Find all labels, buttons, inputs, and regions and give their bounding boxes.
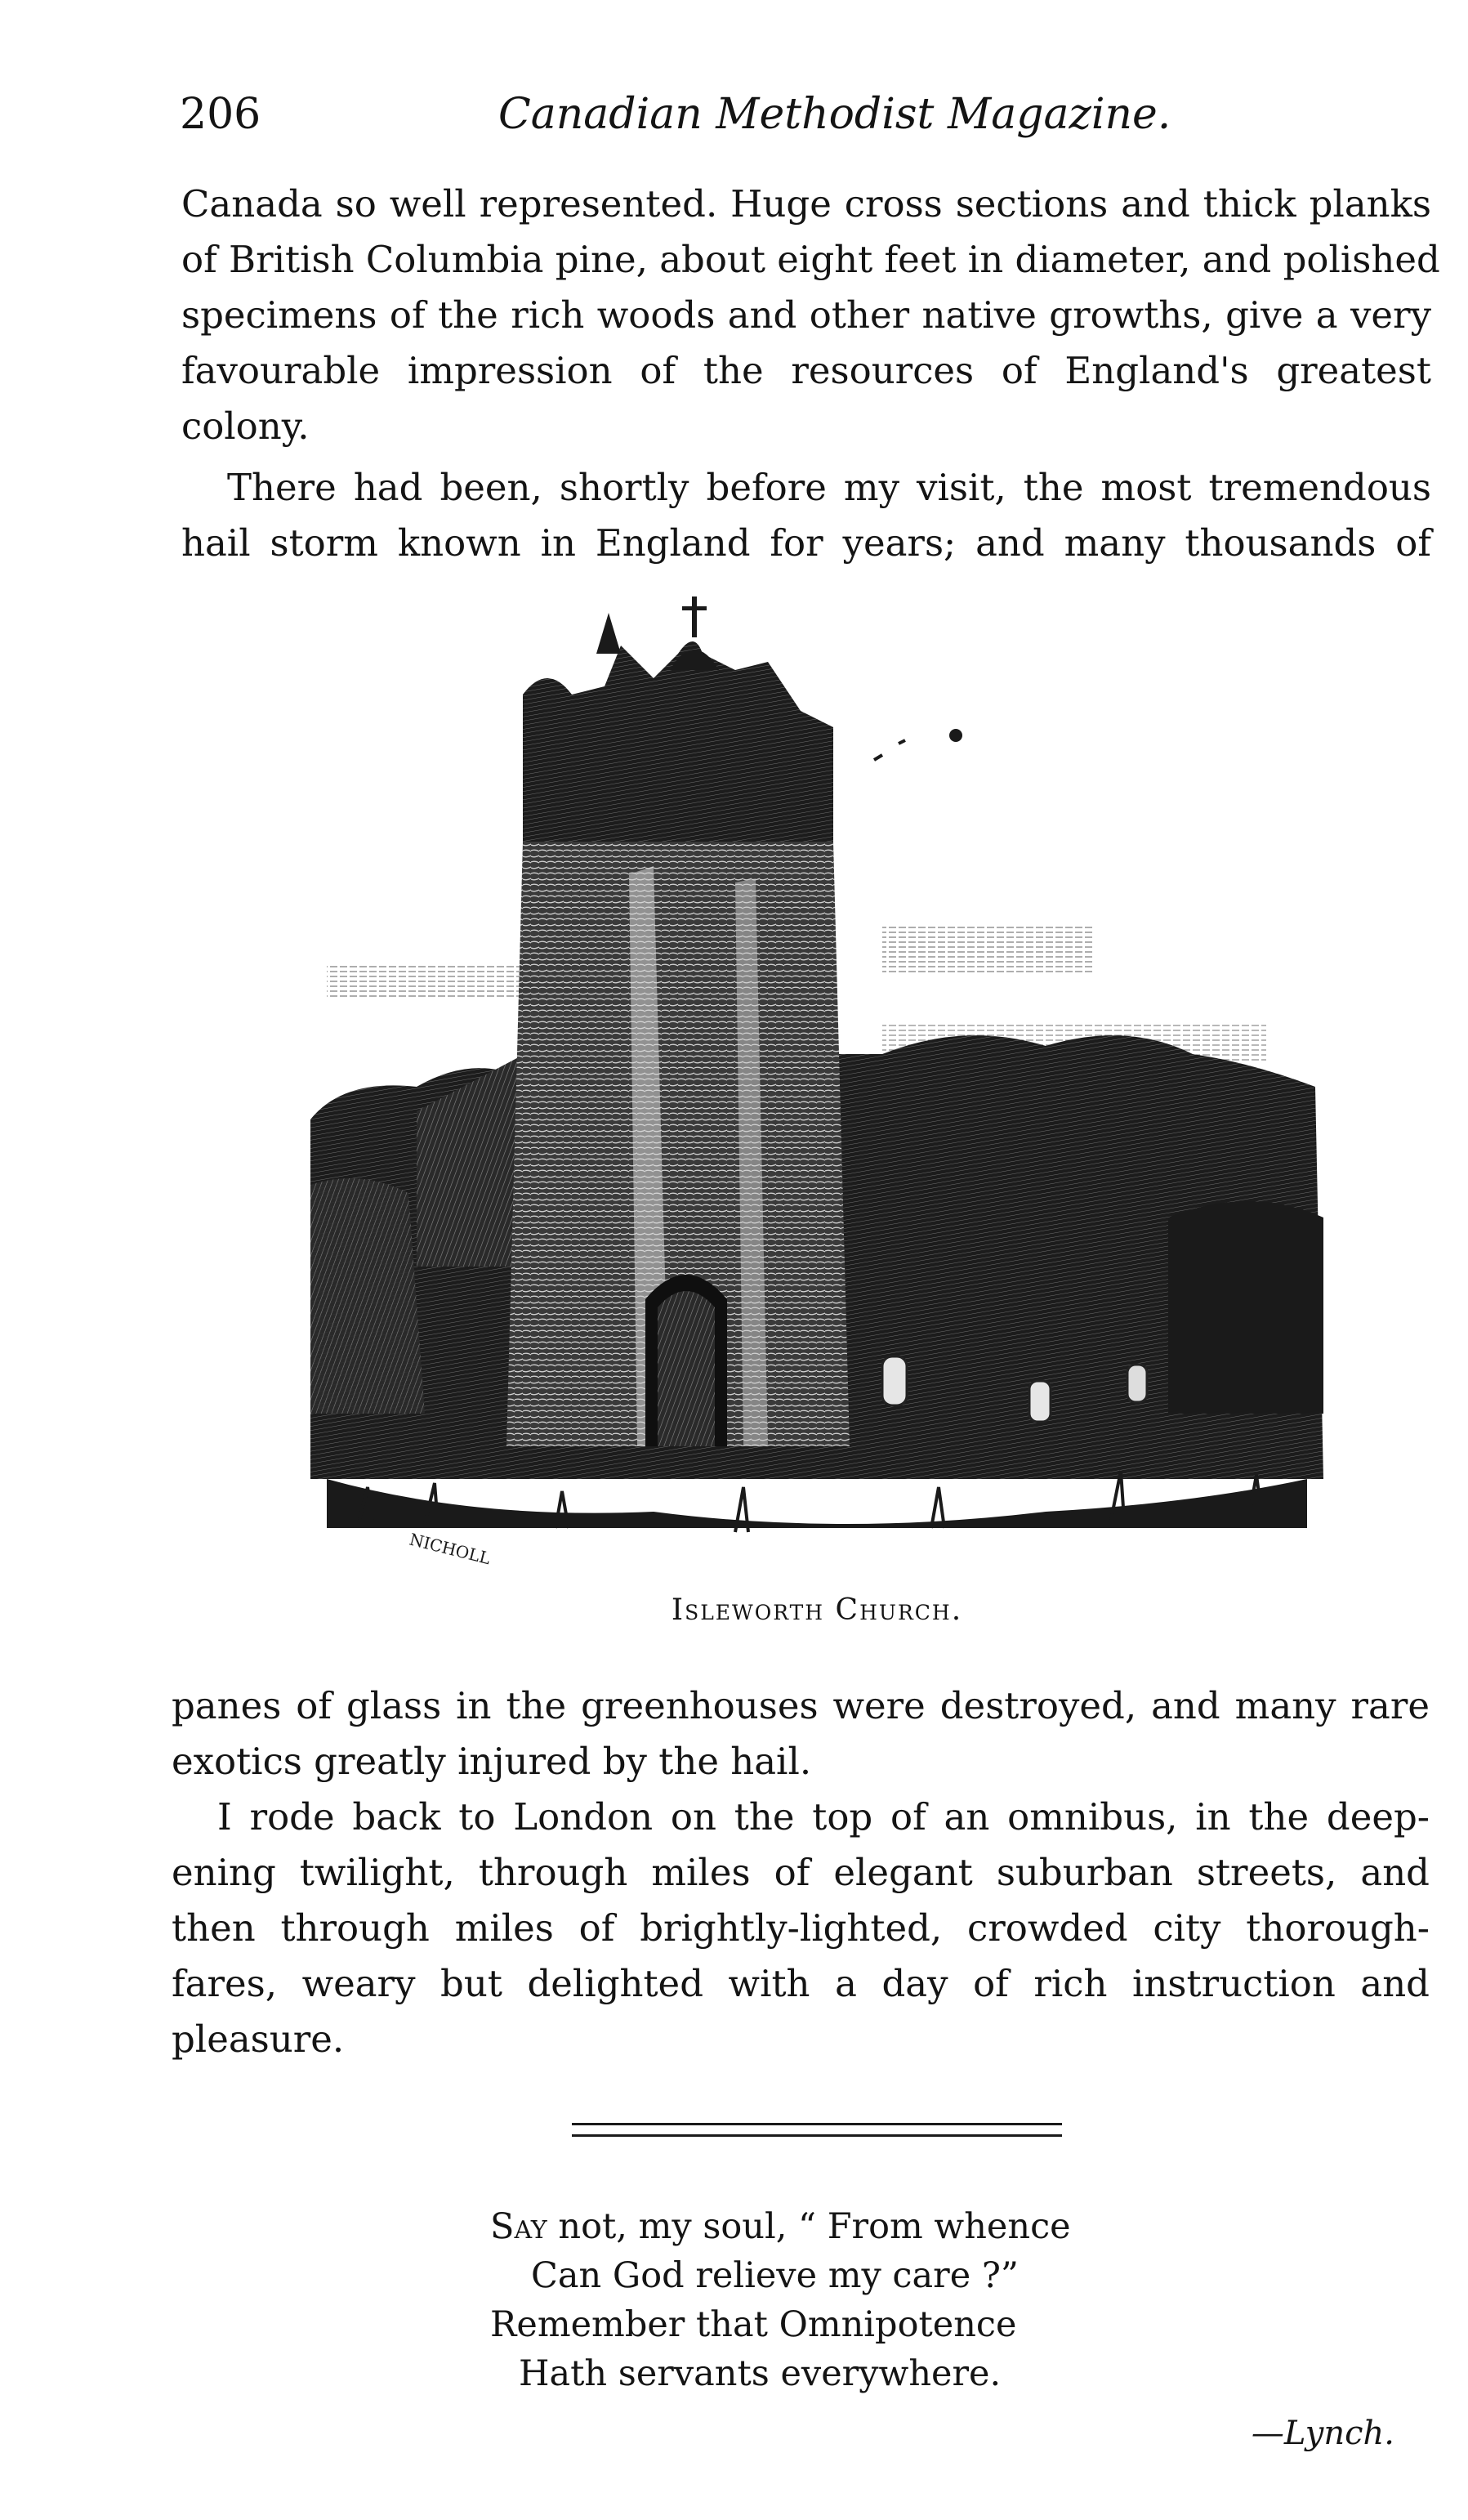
text-line: colony. (181, 404, 310, 448)
verse-line-rest: not, my soul, “ From whence (547, 2206, 1071, 2247)
text-line: favourable impression of the resources of England's greatest (181, 349, 1431, 392)
running-head (180, 82, 1242, 147)
text-line: Canada so well represented. Huge cross sections and thick planks (181, 182, 1431, 226)
verse-line: Can God relieve my care ?” (531, 2255, 1019, 2296)
paragraph-return-london (172, 1789, 1430, 2067)
church-engraving (310, 596, 1323, 1585)
verse-line (490, 2202, 1144, 2251)
text-line: fares, weary but delighted with a day of rich instruction and (172, 1962, 1430, 2005)
figure-caption: Isleworth Church. (671, 1593, 963, 1627)
paragraph-greenhouses (172, 1678, 1430, 1789)
verse-stanza (490, 2202, 1144, 2398)
text-line: of British Columbia pine, about eight feet in diameter, and polished (181, 238, 1440, 281)
text-line: panes of glass in the greenhouses were destroyed, and many rare (172, 1684, 1430, 1727)
text-line: ening twilight, through miles of elegant suburban streets, and (172, 1851, 1430, 1894)
verse-attribution: —Lynch. (1251, 2415, 1394, 2452)
text-line: hail storm known in England for years; and many thousands of (181, 521, 1431, 565)
verse-line: Hath servants everywhere. (519, 2353, 1002, 2394)
church-engraving-illustration (310, 596, 1323, 1585)
text-line: then through miles of brightly-lighted, crowded city thorough- (172, 1906, 1430, 1950)
section-divider-rule (572, 2134, 1062, 2137)
text-line: specimens of the rich woods and other native growths, give a very (181, 293, 1431, 337)
text-line: pleasure. (172, 2017, 345, 2061)
journal-title: Canadian Methodist Magazine. (498, 90, 1171, 139)
page-number: 206 (180, 90, 261, 139)
section-divider-rule (572, 2123, 1062, 2125)
verse-line: Remember that Omnipotence (490, 2304, 1017, 2345)
text-line: There had been, shortly before my visit, the most tremendous (227, 466, 1431, 509)
paragraph-hail-storm (181, 460, 1431, 571)
verse-first-word: Say (490, 2206, 547, 2247)
engraver-signature: NICHOLL (407, 1529, 493, 1569)
text-line: I rode back to London on the top of an omnibus, in the deep- (217, 1795, 1430, 1839)
text-line: exotics greatly injured by the hail. (172, 1740, 812, 1783)
paragraph-canada-exhibit (181, 176, 1440, 454)
